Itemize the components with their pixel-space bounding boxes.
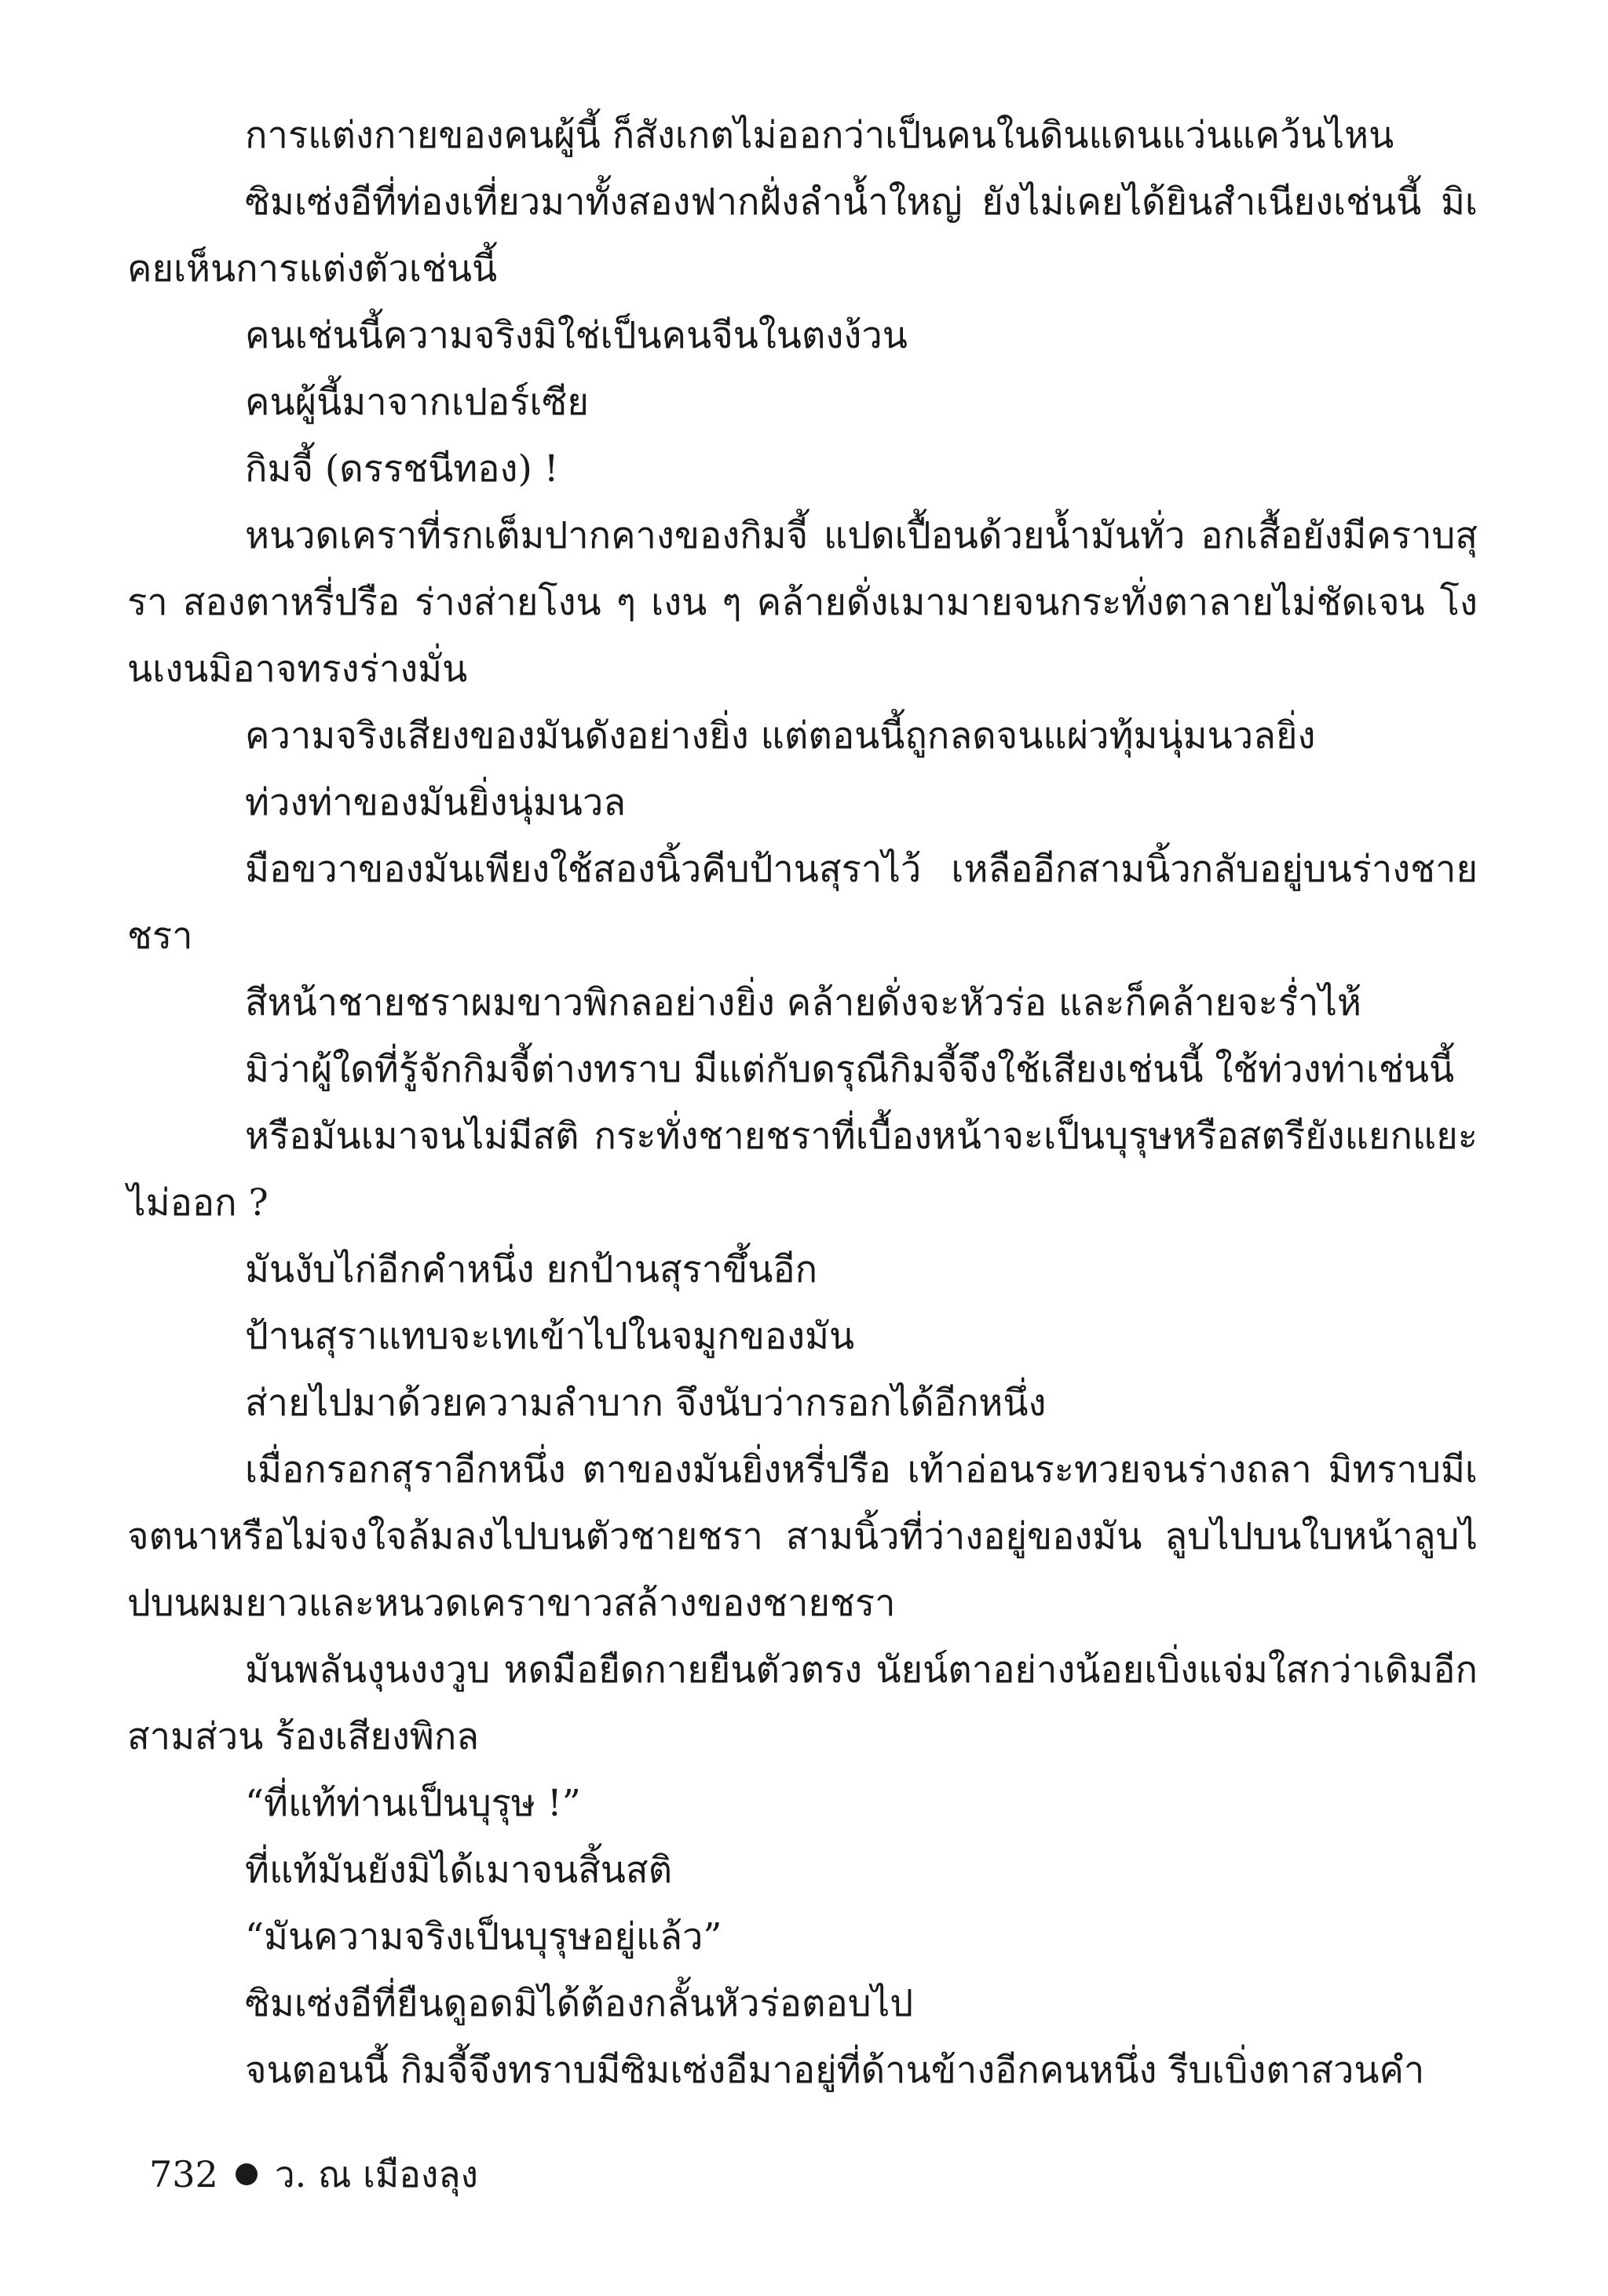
paragraph: ป้านสุราแทบจะเทเข้าไปในจมูกของมัน [245, 1315, 855, 1358]
paragraph: การแต่งกายของคนผู้นี้ ก็สังเกตไม่ออกว่าเป็นคนในดินแดนแว่นแคว้นไหน [245, 114, 1394, 157]
paragraph: ซิมเซ่งอีที่ท่องเที่ยวมาทั้งสองฟากฝั่งลำน้ำใหญ่ ยังไม่เคยได้ยินสำเนียงเช่นนี้ มิเคยเห็นการแต่งตัวเช่นนี้ [127, 181, 1478, 290]
paragraph: ความจริงเสียงของมันดังอย่างยิ่ง แต่ตอนนี้ถูกลดจนแผ่วทุ้มนุ่มนวลยิ่ง [245, 714, 1316, 757]
paragraph: คนเช่นนี้ความจริงมิใช่เป็นคนจีนในตงง้วน [245, 314, 908, 357]
paragraph: มันพลันงุนงงวูบ หดมือยืดกายยืนตัวตรง นัยน์ตาอย่างน้อยเบิ่งแจ่มใสกว่าเดิมอีกสามส่วน ร้องเสียงพิกล [127, 1648, 1478, 1758]
paragraph: คนผู้นี้มาจากเปอร์เซีย [245, 381, 589, 424]
paragraph: จนตอนนี้ กิมจี้จึงทราบมีซิมเซ่งอีมาอยู่ที่ด้านข้างอีกคนหนึ่ง รีบเบิ่งตาสวนคำ [245, 2049, 1425, 2092]
paragraph: ท่วงท่าของมันยิ่งนุ่มนวล [245, 781, 627, 824]
paragraph: มือขวาของมันเพียงใช้สองนิ้วคีบป้านสุราไว้ เหลืออีกสามนิ้วกลับอยู่บนร่างชายชรา [127, 848, 1478, 958]
paragraph: ซิมเซ่งอีที่ยืนดูอดมิได้ต้องกลั้นหัวร่อตอบไป [245, 1982, 914, 2025]
author-name: ว. ณ เมืองลุง [274, 2153, 478, 2196]
paragraph: มันงับไก่อีกคำหนึ่ง ยกป้านสุราขึ้นอีก [245, 1248, 818, 1291]
paragraph: หนวดเคราที่รกเต็มปากคางของกิมจี้ แปดเปื้อนด้วยน้ำมันทั่ว อกเสื้อยังมีคราบสุรา สองตาหรี่ปรือ ร่างส่ายโงน ๆ เงน ๆ คล้ายดั่งเมามายจนกระทั่งตาลายไม่ชัดเจน โงนเงนมิอาจทรงร่างมั่น [127, 514, 1478, 691]
paragraph: เมื่อกรอกสุราอีกหนึ่ง ตาของมันยิ่งหรี่ปรือ เท้าอ่อนระทวยจนร่างถลา มิทราบมีเจตนาหรือไม่จงใจล้มลงไปบนตัวชายชรา สามนิ้วที่ว่างอยู่ของมัน ลูบไปบนใบหน้าลูบไปบนผมยาวและหนวดเคราขาวสล้างของชายชรา [127, 1448, 1478, 1625]
page-number: 732 [149, 2153, 218, 2196]
paragraph: ที่แท้มันยังมิได้เมาจนสิ้นสติ [245, 1849, 673, 1892]
page-footer [149, 2151, 478, 2198]
paragraph: กิมจี้ (ดรรชนีทอง) ! [245, 447, 559, 491]
bullet-icon [236, 2163, 258, 2185]
paragraph: “ที่แท้ท่านเป็นบุรุษ !” [245, 1782, 581, 1825]
paragraph: สีหน้าชายชราผมขาวพิกลอย่างยิ่ง คล้ายดั่งจะหัวร่อ และก็คล้ายจะร่ำไห้ [245, 981, 1361, 1024]
paragraph: หรือมันเมาจนไม่มีสติ กระทั่งชายชราที่เบื้องหน้าจะเป็นบุรุษหรือสตรียังแยกแยะไม่ออก ? [127, 1115, 1478, 1225]
page-body [127, 102, 1478, 2104]
paragraph: “มันความจริงเป็นบุรุษอยู่แล้ว” [245, 1915, 722, 1958]
paragraph: ส่ายไปมาด้วยความลำบาก จึงนับว่ากรอกได้อีกหนึ่ง [245, 1382, 1047, 1425]
paragraph: มิว่าผู้ใดที่รู้จักกิมจี้ต่างทราบ มีแต่กับดรุณีกิมจี้จึงใช้เสียงเช่นนี้ ใช้ท่วงท่าเช่นนี้ [245, 1048, 1455, 1091]
